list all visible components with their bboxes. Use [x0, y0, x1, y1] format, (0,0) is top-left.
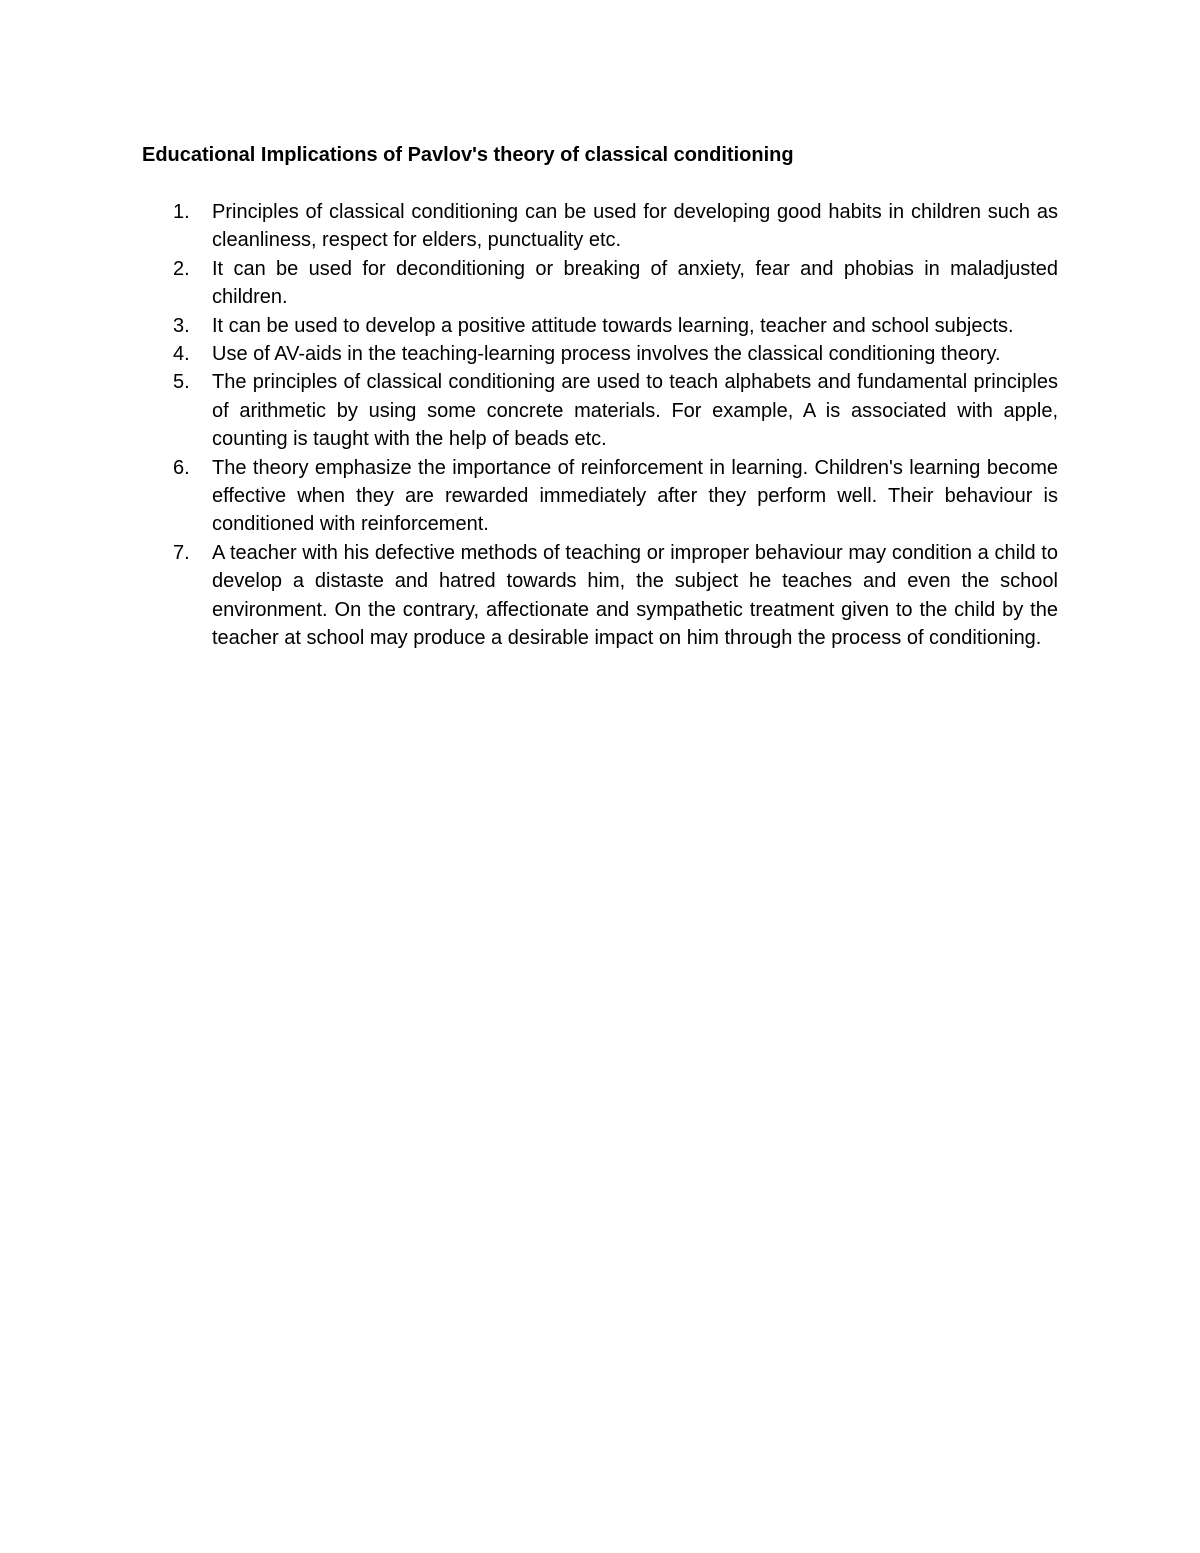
list-item — [142, 312, 1058, 340]
list-item-number: 1. — [173, 201, 190, 223]
list-item-number: 5. — [173, 371, 190, 394]
list-item — [142, 368, 1058, 453]
list-item-text: A teacher with his defective methods of teaching or improper behaviour may condition a child to develop a distaste and hatred towards him, the subject he teaches and even the school environment. On the contrary, affectionate and sympathetic treatment given to the child by the teacher at school may produce a desirable impact on him through the process of conditioning. — [212, 541, 1058, 650]
list-item — [142, 198, 1058, 255]
list-item-text: The principles of classical conditioning are used to teach alphabets and fundamental principles of arithmetic by using some concrete materials. For example, A is associated with apple, counting is taught with the help of beads etc. — [212, 371, 1058, 451]
list-item-number: 6. — [173, 456, 190, 479]
list-item — [142, 255, 1058, 312]
list-item-number: 2. — [173, 257, 190, 280]
list-item — [142, 454, 1058, 539]
document-title: Educational Implications of Pavlov's theory of classical conditioning — [142, 144, 794, 166]
list-item — [142, 340, 1058, 368]
list-item-text: It can be used for deconditioning or breaking of anxiety, fear and phobias in maladjusted children. — [212, 257, 1058, 309]
implications-list — [142, 198, 1058, 653]
list-item-text: It can be used to develop a positive attitude towards learning, teacher and school subjects. — [212, 314, 1014, 337]
list-item-text: Principles of classical conditioning can be used for developing good habits in children such as cleanliness, respect for elders, punctuality etc. — [212, 201, 1058, 252]
list-item — [142, 539, 1058, 653]
list-item-text: The theory emphasize the importance of reinforcement in learning. Children's learning become effective when they are rewarded immediately after they perform well. Their behaviour is conditioned with reinforcement. — [212, 456, 1058, 536]
list-item-text: Use of AV-aids in the teaching-learning process involves the classical conditioning theory. — [212, 343, 1001, 366]
list-item-number: 4. — [173, 343, 190, 366]
list-item-number: 3. — [173, 314, 190, 337]
list-item-number: 7. — [173, 541, 190, 564]
